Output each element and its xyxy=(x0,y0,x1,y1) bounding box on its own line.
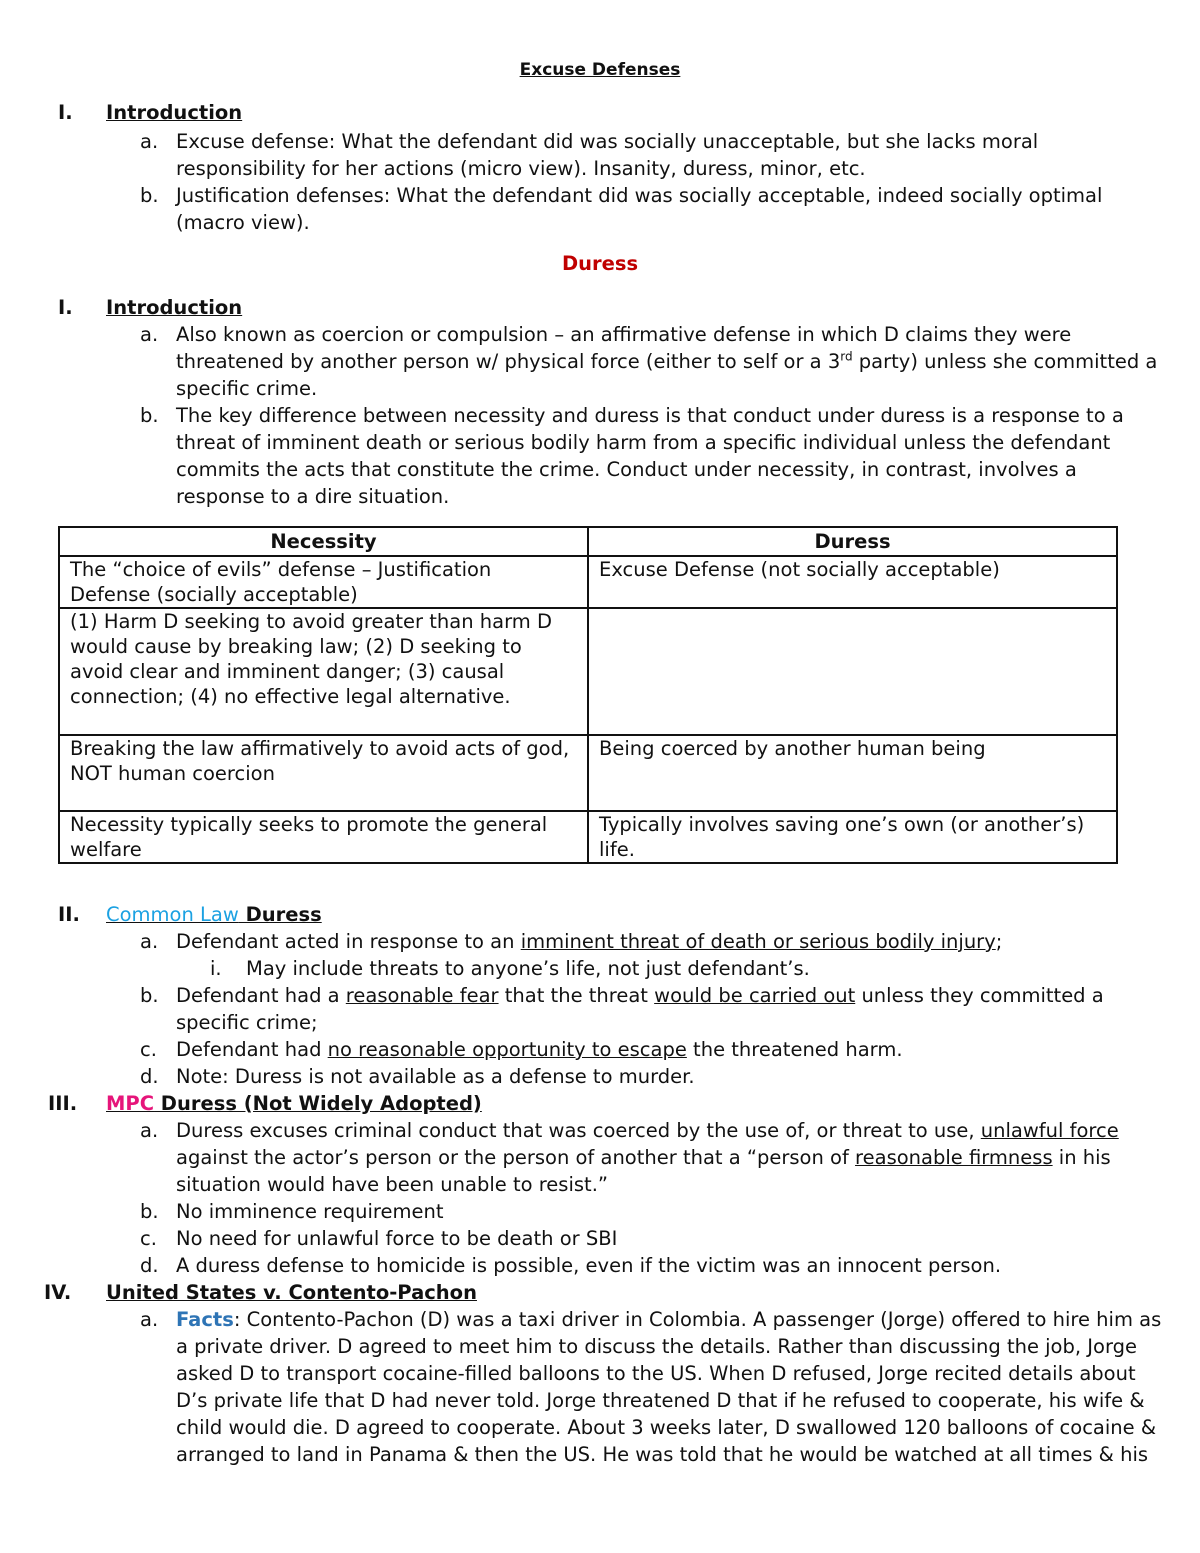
underlined-text: would be carried out xyxy=(654,984,856,1007)
common-law-label: Common Law xyxy=(106,903,239,926)
table-row xyxy=(59,608,1117,735)
section-title: Introduction xyxy=(106,296,243,319)
section-number: I. xyxy=(58,101,73,124)
list-item-text: A duress defense to homicide is possible, even if the victim was an innocent person. xyxy=(176,1254,1002,1277)
section-title: United States v. Contento-Pachon xyxy=(106,1281,477,1304)
facts-label: Facts xyxy=(176,1308,234,1331)
column-header-necessity: Necessity xyxy=(59,527,588,556)
table-header-row xyxy=(59,527,1117,556)
list-item-text: The key difference between necessity and duress is that conduct under duress is a response to a threat of imminent death or serious bodily harm from a specific individual unless the defendant commits the acts that constitute the crime. Conduct under necessity, in contrast, involves a response to a dire situation. xyxy=(176,404,1124,508)
table-cell: Typically involves saving one’s own (or another’s) life. xyxy=(588,811,1117,863)
section-title xyxy=(106,901,322,928)
list-marker: a. xyxy=(140,323,159,346)
list-marker: b. xyxy=(140,984,159,1007)
table-cell: Excuse Defense (not socially acceptable) xyxy=(588,556,1117,608)
text-part: in his situation would have been unable to resist.” xyxy=(176,1146,1111,1196)
table-cell xyxy=(588,608,1117,735)
section-title: Introduction xyxy=(106,101,243,124)
text-part: : Contento-Pachon (D) was a taxi driver in Colombia. A passenger (Jorge) offered to hire him as a private driver. D agreed to meet him to discuss the details. Rather than discussing the job, Jorge asked D to transport cocaine-filled balloons to the US. When D refused, Jorge recited details about D’s private life that D had never told. Jorge threatened D that if he refused to cooperate, his wife & child would die. D agreed to cooperate. About 3 weeks later, D swallowed 120 balloons of cocaine & arranged to land in Panama & then the US. He was told that he would be watched at all times & his xyxy=(176,1308,1162,1466)
heading-text: Duress (Not Widely Adopted) xyxy=(154,1092,482,1115)
list-marker: b. xyxy=(140,404,159,427)
list-item-text xyxy=(176,321,1166,402)
list-marker: a. xyxy=(140,930,159,953)
list-item-text xyxy=(176,982,1166,1036)
list-marker: a. xyxy=(140,1308,159,1331)
table-row xyxy=(59,556,1117,608)
underlined-text: unlawful force xyxy=(980,1119,1119,1142)
table-row xyxy=(59,735,1117,811)
list-marker: c. xyxy=(140,1038,157,1061)
text-part: that the threat xyxy=(498,984,655,1007)
list-marker: a. xyxy=(140,1119,159,1142)
text-part: against the actor’s person or the person of another that a “person of xyxy=(176,1146,856,1169)
list-item-text: Note: Duress is not available as a defense to murder. xyxy=(176,1065,695,1088)
section-title xyxy=(106,1090,482,1117)
column-header-duress: Duress xyxy=(588,527,1117,556)
list-marker: b. xyxy=(140,1200,159,1223)
heading-text: Duress xyxy=(238,903,322,926)
list-item-text xyxy=(176,928,1166,955)
table-cell: The “choice of evils” defense – Justification Defense (socially acceptable) xyxy=(59,556,588,608)
list-item-text: Excuse defense: What the defendant did was socially unacceptable, but she lacks moral responsibility for her actions (micro view). Insanity, duress, minor, etc. xyxy=(176,130,1039,180)
list-marker: b. xyxy=(140,184,159,207)
list-item-text: Justification defenses: What the defendant did was socially acceptable, indeed socially optimal (macro view). xyxy=(176,184,1103,234)
list-marker: a. xyxy=(140,130,159,153)
table-row xyxy=(59,811,1117,863)
list-item-text: No imminence requirement xyxy=(176,1200,444,1223)
underlined-text: reasonable firmness xyxy=(855,1146,1053,1169)
superscript: rd xyxy=(840,349,853,364)
text-part: ; xyxy=(995,930,1003,953)
text-part: party) unless she committed a specific crime. xyxy=(176,350,1158,400)
text-part: Also known as coercion or compulsion – an affirmative defense in which D claims they were threatened by another person w/ physical force (either to self or a 3 xyxy=(176,323,1072,373)
document-title: Excuse Defenses xyxy=(519,60,681,80)
text-part: unless they committed a specific crime; xyxy=(176,984,1104,1034)
section-number: IV. xyxy=(44,1281,72,1304)
text-part: Defendant had xyxy=(176,1038,328,1061)
list-item-text xyxy=(176,1117,1166,1198)
list-marker: d. xyxy=(140,1254,159,1277)
section-number: III. xyxy=(48,1092,78,1115)
mpc-label: MPC xyxy=(106,1092,155,1115)
table-cell: Necessity typically seeks to promote the general welfare xyxy=(59,811,588,863)
underlined-text: reasonable fear xyxy=(345,984,499,1007)
duress-section-title: Duress xyxy=(561,252,639,275)
list-marker: c. xyxy=(140,1227,157,1250)
necessity-duress-table xyxy=(58,526,1118,864)
table-cell: Breaking the law affirmatively to avoid acts of god, NOT human coercion xyxy=(59,735,588,811)
underlined-text: imminent threat of death or serious bodily injury xyxy=(520,930,996,953)
list-item-text xyxy=(176,1036,1166,1063)
list-item-text: No need for unlawful force to be death or SBI xyxy=(176,1227,618,1250)
text-part: Duress excuses criminal conduct that was coerced by the use of, or threat to use, xyxy=(176,1119,981,1142)
text-part: Defendant had a xyxy=(176,984,346,1007)
list-marker: i. xyxy=(210,957,222,980)
table-cell: Being coerced by another human being xyxy=(588,735,1117,811)
underlined-text: no reasonable opportunity to escape xyxy=(327,1038,687,1061)
list-item-text xyxy=(176,1306,1166,1468)
section-number: II. xyxy=(58,903,80,926)
list-item-text: May include threats to anyone’s life, not just defendant’s. xyxy=(246,957,810,980)
text-part: the threatened harm. xyxy=(686,1038,903,1061)
section-number: I. xyxy=(58,296,73,319)
list-marker: d. xyxy=(140,1065,159,1088)
text-part: Defendant acted in response to an xyxy=(176,930,521,953)
table-cell: (1) Harm D seeking to avoid greater than harm D would cause by breaking law; (2) D seeking to avoid clear and imminent danger; (3) causal connection; (4) no effective legal alternative. xyxy=(59,608,588,735)
